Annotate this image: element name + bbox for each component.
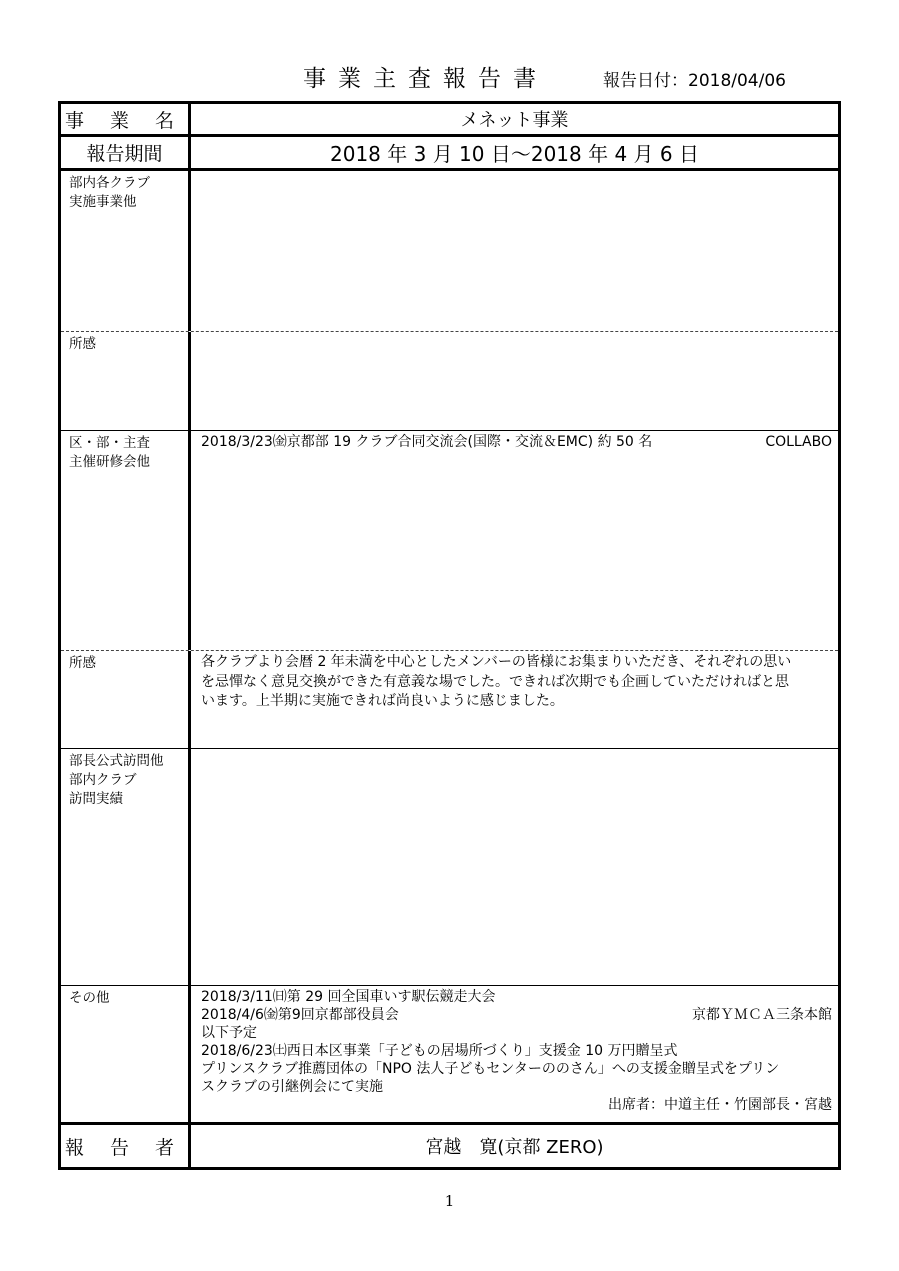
other-line-5: プリンスクラブ推薦団体の「NPO 法人子どもセンターののさん」への支援金贈呈式をプリン xyxy=(201,1061,780,1077)
other-line-6: スクラブの引継例会にて実施 xyxy=(201,1079,383,1095)
row-impression-2 xyxy=(61,651,838,749)
impression-2-value: 各クラブより会暦 2 年未満を中心としたメンバーの皆様にお集まりいただき、それぞれの思い を忌憚なく意見交換ができた有意義な場でした。できれば次期でも企画していただければと思 います。上半期に実施できれば尚良いように感じました。 xyxy=(201,654,792,709)
other-line-4: 2018/6/23㈯西日本区事業「子どもの居場所づくり」支援金 10 万円贈呈式 xyxy=(201,1043,678,1059)
project-name-label: 事 業 名 xyxy=(61,104,191,134)
district-events-value xyxy=(191,431,838,650)
other-line-2-venue: 京都ＹＭＣＡ三条本館 xyxy=(692,1007,832,1023)
report-title: 事業主査報告書 xyxy=(303,66,548,92)
impression-1-value xyxy=(191,332,838,430)
impression-2-label: 所感 xyxy=(61,651,191,748)
row-district-events xyxy=(61,431,838,651)
row-reporter xyxy=(61,1125,838,1167)
other-line-2: 2018/4/6㈮第9回京都部役員会 xyxy=(201,1007,399,1023)
project-name-value: メネット事業 xyxy=(460,110,569,131)
impression-1-label: 所感 xyxy=(61,332,191,430)
row-project-name xyxy=(61,104,838,137)
row-period xyxy=(61,137,838,171)
visits-value xyxy=(191,749,838,985)
club-events-label: 部内各クラブ 実施事業他 xyxy=(61,171,191,331)
report-date: 報告日付：2018/04/06 xyxy=(603,71,786,91)
other-value xyxy=(191,986,838,1122)
other-attendees: 出席者：中道主任・竹園部長・宮越 xyxy=(608,1097,832,1113)
other-line-3: 以下予定 xyxy=(201,1025,257,1041)
reporter-value: 宮越 寛(京都 ZERO) xyxy=(425,1137,604,1158)
report-table xyxy=(58,101,841,1170)
period-value: 2018 年 3 月 10 日～2018 年 4 月 6 日 xyxy=(330,142,699,166)
row-club-events xyxy=(61,171,838,332)
page-number: 1 xyxy=(444,1192,455,1210)
row-impression-1 xyxy=(61,332,838,431)
row-other xyxy=(61,986,838,1125)
visits-label: 部長公式訪問他 部内クラブ 訪問実績 xyxy=(61,749,191,985)
district-event-text: 2018/3/23㈮京都部 19 クラブ合同交流会(国際・交流＆EMC) 約 50 名 xyxy=(201,434,653,450)
club-events-value xyxy=(191,171,838,331)
other-line-1: 2018/3/11㈰第 29 回全国車いす駅伝競走大会 xyxy=(201,989,496,1005)
other-label: その他 xyxy=(61,986,191,1122)
period-label: 報告期間 xyxy=(61,137,191,168)
reporter-label: 報 告 者 xyxy=(61,1125,191,1167)
row-visits xyxy=(61,749,838,986)
district-events-label: 区・部・主査 主催研修会他 xyxy=(61,431,191,650)
district-event-venue: COLLABO xyxy=(765,434,832,450)
